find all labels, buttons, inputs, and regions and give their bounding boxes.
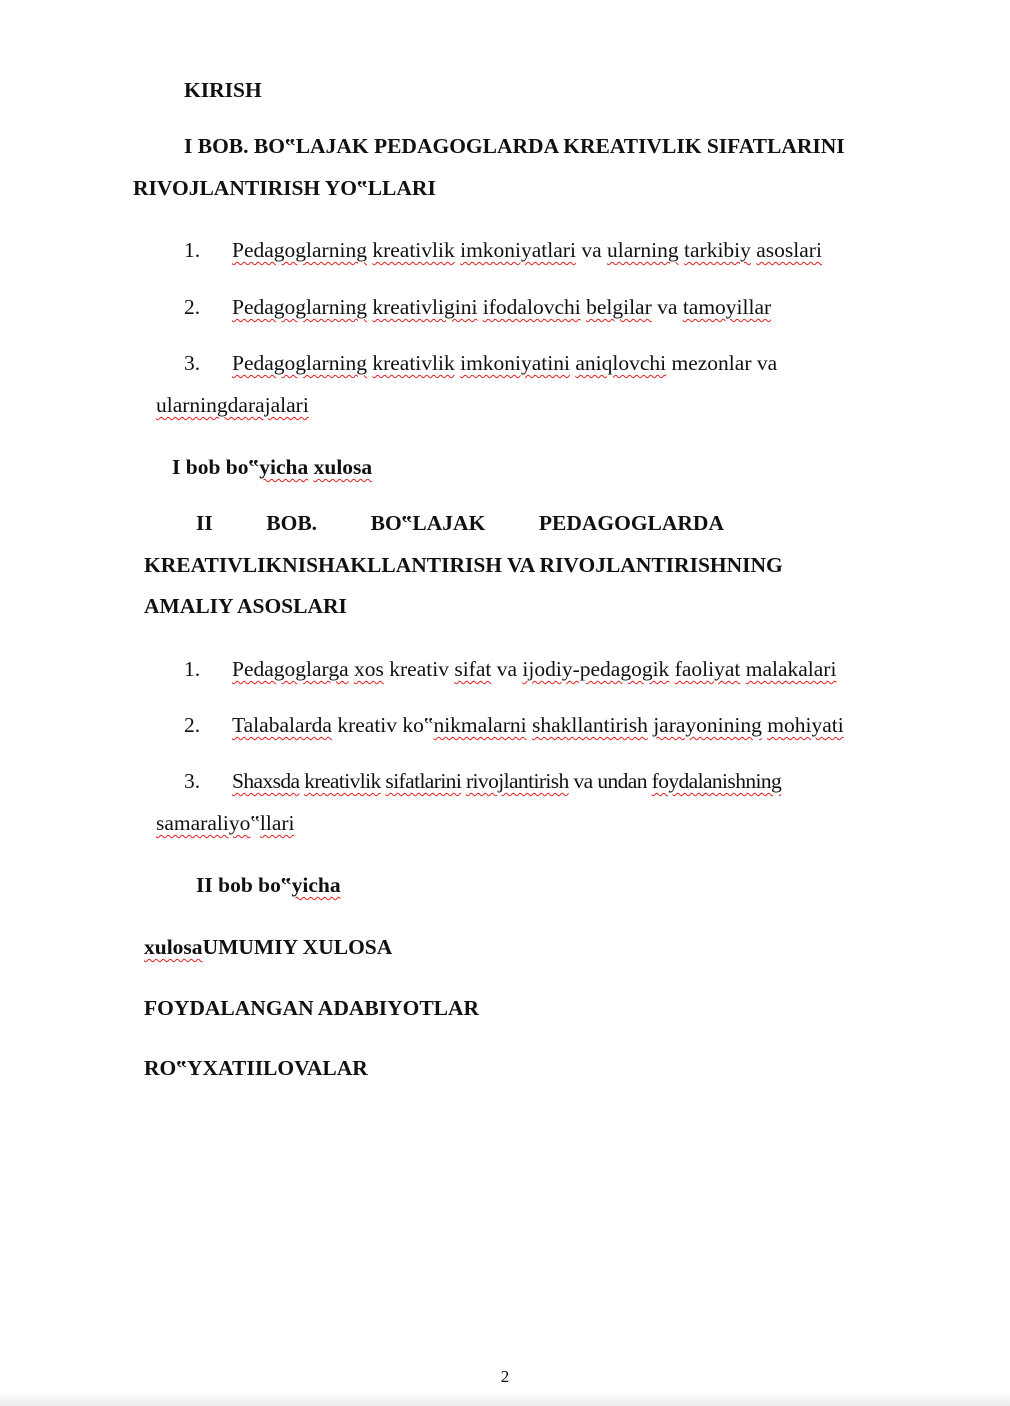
chapter2-title-text: KREATIVLIKNISHAKLLANTIRISH VA RIVOJLANTIRISHNING	[144, 553, 783, 577]
spell-flagged-word: Pedagoglarning	[232, 351, 367, 375]
toc-chapter1-title-line1[interactable]	[184, 132, 845, 160]
spell-flagged-word: tarkibiy	[684, 238, 751, 262]
spell-flagged-word: Pedagoglarning	[232, 238, 367, 262]
spell-flagged-word: faoliyat	[674, 657, 741, 681]
toc-appendix[interactable]	[144, 1054, 368, 1082]
toc-ch2-item2[interactable]	[232, 711, 844, 739]
spell-flagged-word: imkoniyatlari	[460, 238, 576, 262]
spell-flagged-word: xulosa	[144, 935, 203, 959]
toc-ch2-conclusion-cont[interactable]	[144, 933, 392, 961]
spell-flagged-word: mohiyati	[767, 713, 844, 737]
spell-flagged-word: imkoniyatini	[460, 351, 570, 375]
spell-flagged-word: sifat	[454, 657, 492, 681]
toc-ch1-conclusion[interactable]	[172, 453, 372, 481]
spell-flagged-word: rivojlantirish	[466, 769, 569, 793]
spell-flagged-word: kreativlik	[304, 769, 381, 793]
chapter2-title-word: BOB.	[266, 511, 318, 535]
toc-ch1-item3-number: 3.	[184, 351, 201, 375]
toc-ch1-item1[interactable]	[232, 236, 822, 264]
item-text: mezonlar va	[666, 351, 778, 375]
toc-chapter2-title-line3[interactable]	[144, 592, 347, 620]
toc-kirish-label: KIRISH	[184, 78, 262, 102]
spell-flagged-word: nikmalarni	[433, 713, 527, 737]
spell-flagged-word: yicha	[291, 873, 341, 897]
spell-flagged-word: sifatlarini	[385, 769, 462, 793]
chapter1-title-text: I BOB. BO‟LAJAK PEDAGOGLARDA KREATIVLIK SIFATLARINI	[184, 134, 845, 158]
spell-flagged-word: xos	[354, 657, 384, 681]
toc-ch2-item1[interactable]	[232, 655, 836, 683]
item-text: va	[651, 295, 683, 319]
spell-flagged-word: ifodalovchi	[482, 295, 581, 319]
spell-flagged-word: ularning	[606, 238, 679, 262]
spell-flagged-word: xulosa	[313, 455, 373, 479]
spell-flagged-word: jarayonining	[653, 713, 762, 737]
spell-flagged-word: shakllantirish	[531, 713, 648, 737]
toc-references[interactable]	[144, 994, 479, 1022]
spell-flagged-word: Talabalarda	[232, 713, 332, 737]
appendix-label-cont: YXATIILOVALAR	[187, 1056, 368, 1080]
toc-ch1-item2-number: 2.	[184, 295, 201, 319]
chapter2-title-text-cont: AMALIY ASOSLARI	[144, 594, 347, 618]
item-text: kreativ	[383, 657, 455, 681]
toc-chapter2-title-line1[interactable]	[196, 509, 724, 537]
page-bottom-shadow	[0, 1392, 1010, 1406]
spell-flagged-word: Shaxsda	[232, 769, 300, 793]
toc-ch2-item1-number: 1.	[184, 657, 201, 681]
spell-flagged-word: Pedagoglarning	[232, 295, 367, 319]
spell-flagged-word: aniqlovchi	[575, 351, 667, 375]
toc-ch1-item3-cont[interactable]	[156, 391, 309, 419]
item-text: va	[575, 238, 607, 262]
spell-flagged-word: yicha	[259, 455, 309, 479]
spell-flagged-word: samaraliyo	[156, 811, 251, 835]
page-number: 2	[500, 1367, 510, 1386]
toc-chapter2-title-line2[interactable]	[144, 551, 783, 579]
spell-flagged-word: asoslari	[756, 238, 822, 262]
spell-flagged-word: kreativlik	[372, 351, 455, 375]
spell-flagged-word: belgilar	[586, 295, 652, 319]
item-text: ‟	[250, 811, 260, 835]
spell-flagged-word: kreativlik	[372, 238, 455, 262]
spell-flagged-word: malakalari	[745, 657, 837, 681]
references-label: FOYDALANGAN ADABIYOTLAR	[144, 996, 480, 1020]
spell-flagged-word: kreativligini	[372, 295, 478, 319]
toc-ch1-item1-number: 1.	[184, 238, 201, 262]
spell-flagged-word: tamoyillar	[682, 295, 772, 319]
conclusion-text: I bob bo‟	[172, 455, 260, 479]
toc-ch2-item3-number: 3.	[184, 769, 201, 793]
spell-flagged-word: Pedagoglarga	[232, 657, 349, 681]
toc-ch1-item3[interactable]	[232, 349, 777, 377]
item-text: va undan	[568, 769, 652, 793]
toc-kirish[interactable]	[184, 76, 262, 104]
spell-flagged-word: foydalanishning	[651, 769, 782, 793]
toc-ch2-item3-cont[interactable]	[156, 809, 295, 837]
chapter1-title-text-cont: RIVOJLANTIRISH YO‟LLARI	[133, 176, 436, 200]
conclusion-text: II bob bo‟	[196, 873, 292, 897]
toc-ch2-conclusion[interactable]	[196, 871, 341, 899]
item-text: kreativ ko‟	[331, 713, 434, 737]
item-text: va	[491, 657, 523, 681]
chapter2-title-word: PEDAGOGLARDA	[538, 511, 724, 535]
chapter2-title-word: BO‟LAJAK	[370, 511, 486, 535]
toc-ch1-item2[interactable]	[232, 293, 771, 321]
spell-flagged-word: ijodiy-pedagogik	[522, 657, 670, 681]
toc-umumiy-xulosa: UMUMIY XULOSA	[202, 935, 393, 959]
chapter2-title-word: II	[196, 511, 213, 535]
toc-chapter1-title-line2[interactable]	[133, 174, 436, 202]
appendix-label: RO‟	[144, 1056, 187, 1080]
toc-ch2-item2-number: 2.	[184, 713, 201, 737]
spell-flagged-word: ularningdarajalari	[156, 393, 309, 417]
spell-flagged-word: llari	[259, 811, 295, 835]
toc-ch2-item3[interactable]	[232, 767, 781, 795]
